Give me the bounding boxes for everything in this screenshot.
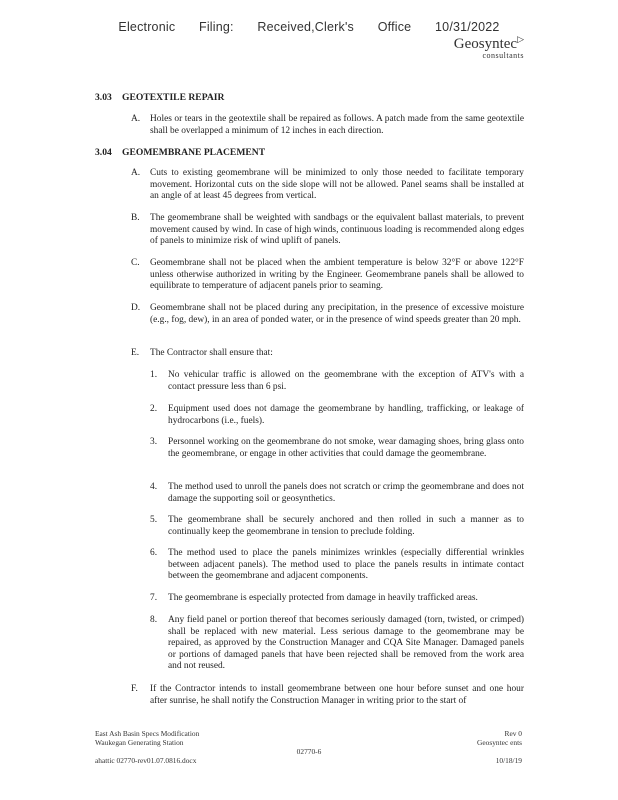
item-label: E.	[131, 348, 140, 358]
item-label: A.	[131, 114, 141, 124]
item-text: Holes or tears in the geotextile shall be repaired as follows. A patch made from the same geotextile shall be overlapped a minimum of 12 inches in each direction.	[150, 114, 524, 136]
stamp-part-3: Received,Clerk's	[257, 20, 355, 34]
sub-item-text: Any field panel or portion thereof that becomes seriously damaged (torn, twisted, or crimped) shall be replaced with new material. Less serious damage to the geomembrane may be repaired, as approved by the Construction Manager and CQA Site Manager. Damaged panels or portions of damaged panels that have been rejected shall be removed from the work area and not reused.	[168, 615, 524, 671]
footer-station: Waukegan Generating Station	[95, 738, 184, 747]
item-text: The geomembrane shall be weighted with sandbags or the equivalent ballast materials, to prevent movement caused by wind. In case of high winds, continuous loading is recommended along edges of panels to minimize risk of wind uplift of panels.	[150, 213, 524, 246]
item-text: Cuts to existing geomembrane will be minimized to only those needed to facilitate temporary movement. Horizontal cuts on the side slope will not be allowed. Panel seams shall be installed at an angle of at least 45 degrees from vertical.	[150, 168, 524, 201]
footer-project: East Ash Basin Specs Modification	[95, 729, 200, 738]
item-label: F.	[131, 684, 138, 694]
logo-mark-icon: ▷	[517, 34, 524, 44]
section-303-title: GEOTEXTILE REPAIR	[122, 92, 225, 103]
sub-item-label: 8.	[150, 615, 158, 625]
footer-date: 10/18/19	[495, 756, 522, 765]
sub-item-text: The geomembrane is especially protected from damage in heavily trafficked areas.	[168, 593, 478, 603]
sub-item-text: No vehicular traffic is allowed on the geomembrane with the exception of ATV's with a contact pressure less than 6 psi.	[168, 370, 524, 392]
stamp-date: 10/31/2022	[435, 20, 500, 34]
sub-item-label: 7.	[150, 593, 158, 603]
filing-stamp	[0, 20, 618, 34]
item-label: B.	[131, 213, 140, 223]
sub-item-label: 6.	[150, 548, 158, 558]
item-text: If the Contractor intends to install geomembrane between one hour before sunset and one hour after sunrise, he shall notify the Construction Manager in writing prior to the start of	[150, 684, 524, 706]
footer-filename: ahattic 02770-rev01.07.0816.docx	[95, 756, 197, 765]
footer-revision: Rev 0	[504, 729, 522, 738]
item-label: D.	[131, 303, 141, 313]
section-304-title: GEOMEMBRANE PLACEMENT	[122, 147, 266, 158]
footer-company: Geosyntec ents	[477, 738, 522, 747]
sub-item-label: 5.	[150, 515, 158, 525]
item-text: Geomembrane shall not be placed when the ambient temperature is below 32°F or above 122°F unless otherwise authorized in writing by the Engineer. Geomembrane panels shall be allowed to equilibrate to temperature of adjacent panels prior to seaming.	[150, 258, 524, 291]
item-label: C.	[131, 258, 140, 268]
footer-page-number: 02770-6	[296, 747, 322, 756]
sub-item-text: Personnel working on the geomembrane do not smoke, wear damaging shoes, bring glass onto the geomembrane, or engage in other activities that could damage the geomembrane.	[168, 437, 524, 459]
section-303-number: 3.03	[95, 92, 112, 103]
section-304-number: 3.04	[95, 147, 112, 158]
stamp-part-2: Filing:	[198, 20, 234, 34]
sub-item-label: 2.	[150, 404, 158, 414]
sub-item-text: The method used to place the panels minimizes wrinkles (especially differential wrinkles between adjacent panels). The method used to place the panels results in intimate contact between the geomembrane and adjacent components.	[168, 548, 524, 581]
sub-item-text: Equipment used does not damage the geomembrane by handling, trafficking, or leakage of hydrocarbons (i.e., fuels).	[168, 404, 524, 426]
sub-item-text: The geomembrane shall be securely anchored and then rolled in such a manner as to continually keep the geomembrane in tension to preclude folding.	[168, 515, 524, 537]
footer-right	[477, 729, 522, 765]
sub-item-label: 3.	[150, 437, 158, 447]
logo-name: Geosyntec	[453, 36, 518, 52]
sub-item-text: The method used to unroll the panels does not scratch or crimp the geomembrane and does not damage the supporting soil or geosynthetics.	[168, 482, 524, 504]
sub-item-label: 4.	[150, 482, 158, 492]
logo-subtitle: consultants	[482, 51, 524, 60]
item-label: A.	[131, 168, 141, 178]
item-text: Geomembrane shall not be placed during any precipitation, in the presence of excessive moisture (e.g., fog, dew), in an area of ponded water, or in the presence of wind speeds greater than 20 mph.	[150, 303, 524, 325]
stamp-part-4: Office	[377, 20, 412, 34]
stamp-part-1: Electronic	[118, 20, 176, 34]
item-text: The Contractor shall ensure that:	[150, 348, 273, 358]
company-logo	[454, 34, 524, 60]
sub-item-label: 1.	[150, 370, 158, 380]
